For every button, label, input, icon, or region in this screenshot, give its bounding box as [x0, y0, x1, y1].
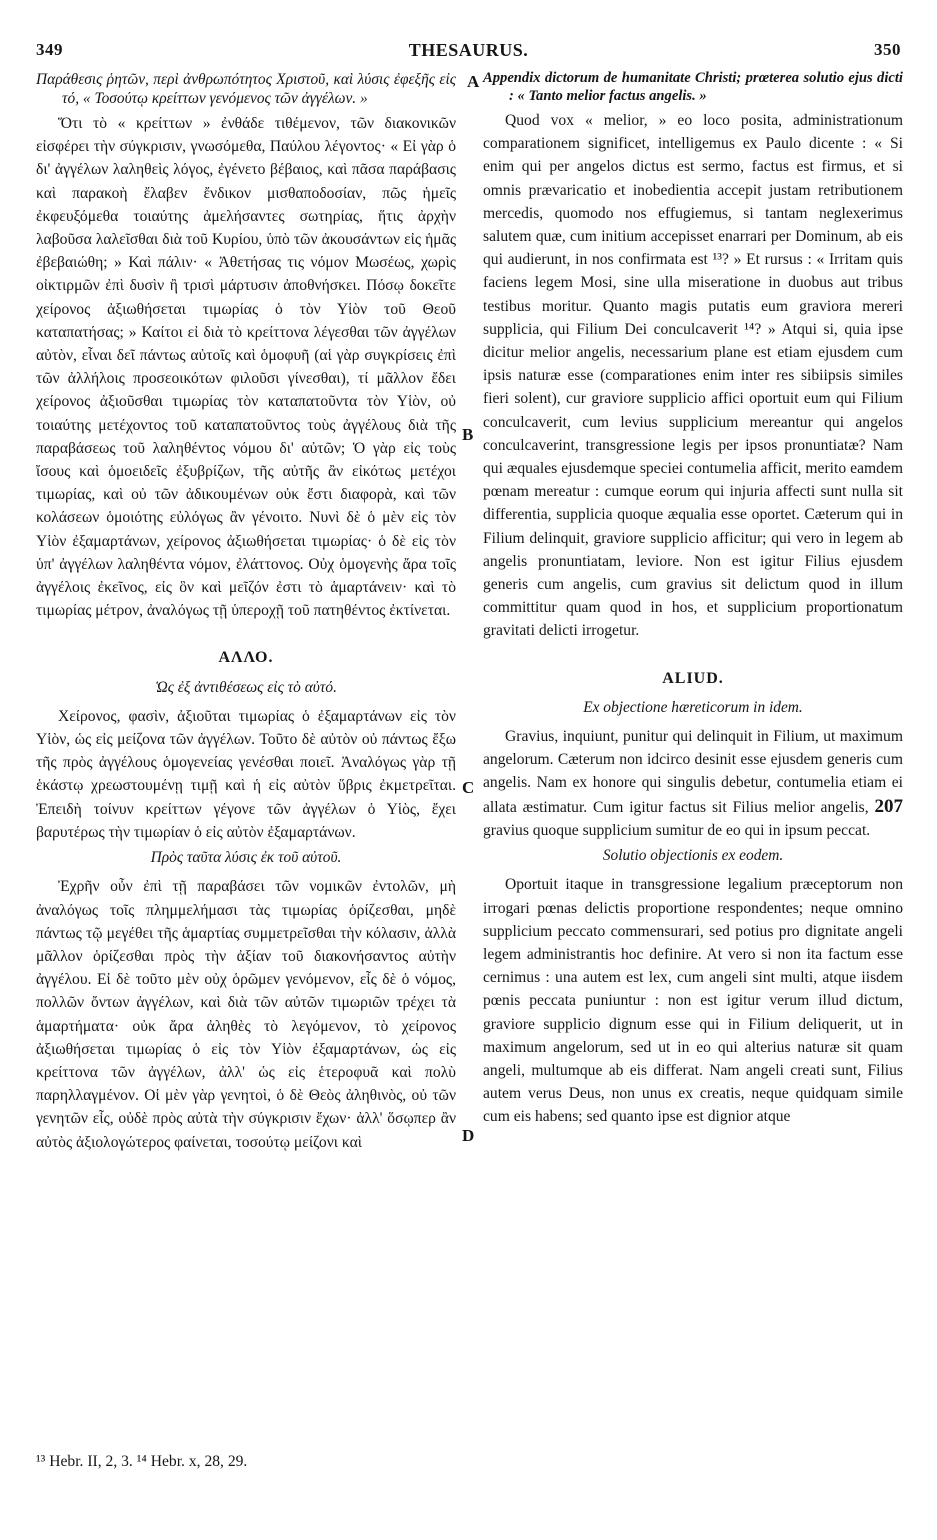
latin-subtitle-1: Ex objectione hæreticorum in idem. [583, 698, 803, 716]
greek-paragraph-2: Χείρονος, φασὶν, ἀξιοῦται τιμωρίας ὁ ἐξαμαρτάνων εἰς τὸν Υἱὸν, ὡς εἰς μείζονα τῶν ἀγγέλων. Τοῦτο δὲ αὐτὸν οὐ πάντως ἔξω τῆς πρὸς ἀγγέλους ὁμογενείας γενέσθαι ποιεῖ. Ἀναλόγως γὰρ τῇ ἑκάστῳ χρεωστουμένῃ τιμῇ καὶ ἡ εἰς αὐτὸν ὕβρις ἐκμετρεῖται. Ἐπειδὴ τοίνυν κρείττων γέγονε τῶν ἀγγέλων ὁ Υἱὸς, ἔχει βαρυτέρως τὴν τιμωρίαν ὁ εἰς αὐτὸν ἐξαμαρτάνων. [36, 707, 456, 841]
greek-subtitle-1: Ὡς ἐξ ἀντιθέσεως εἰς τὸ αὐτό. [155, 678, 337, 696]
page-number-right: 350 [874, 40, 901, 59]
latin-section-title: ALIUD. [662, 669, 724, 687]
latin-paragraph-2-part-a: Gravius, inquiunt, punitur qui delinquit in Filium, ut maximum angelorum. Cæterum non idcirco desinit esse ejusdem generis cum angelis. Nam ex honore qui singulis debetur, contumelia etiam ei allata æstimatur. Cum igitur factus sit Filius melior angelis, [483, 728, 903, 816]
page-number-left: 349 [36, 40, 63, 59]
latin-paragraph-3: Oportuit itaque in transgressione legalium præceptorum non irrogari pœnas delictis proportione respondentes; neque omnino supplicium peccato commensurari, sed potius pro dignitate angeli legem administrantis hoc definire. At vero si non ita factum esse cernimus : una autem est lex, cum angeli sint multi, atque iisdem pœnis peccata puniuntur : non est igitur verum illud dictum, graviore supplicio dignum esse qui in Filium deliquerit, ut in maximum angelorum, sed ut in eo qui alterius naturæ sit quam angeli, multumque ab eis differat. Nam angeli creati sunt, Filius autem verus Deus, non unus ex creatis, neque quidquam simile cum eis habens; sed quanto ipse est dignior atque [483, 876, 903, 1126]
margin-marker-a: A [467, 72, 480, 91]
column-number: 207 [874, 795, 903, 817]
latin-heading: Appendix dictorum de humanitate Christi; prœterea solutio ejus dicti : « Tanto melior factus angelis. » [483, 70, 903, 104]
latin-paragraph-1: Quod vox « melior, » eo loco posita, administrationum comparationem significet, intelligemus ex Paulo dicente : « Si enim qui per angelos dictus est sermo, factus est firmus, et si omnis prævaricatio et inobedientia accepit justam retributionem mercedis, quomodo nos effugiemus, si tantam neglexerimus salutem quæ, cum initium accepisset enarrari per Dominum, ab eis qui audierunt, in nos confirmata est ¹³? » Et rursus : « Irritam quis faciens legem Mosi, sine ulla miseratione in duobus aut tribus testibus moritur. Quanto magis putatis eum graviora mereri supplicia, qui Filium Dei conculcaverit ¹⁴? » Atqui si, quia ipse dicitur melior angelis, necessarium plane est etiam ejusdem cum ipsis naturæ esse (comparationes enim inter res sibiipsis similes fieri solent), cur graviore supplicio affici oportuit eum qui Filium conculcaverit, cum levius supplicium mereantur qui angelos conculcaverint, transgressione legis per ipsos pronuntiatæ? Nam qui æquales ejusdemque speciei contumelia afficit, merito eamdem pœnam mereatur : cumque eorum qui injuria affecti sunt nulla sit differentia, supplicia quoque æqualia esse oportet. Cæterum qui in Filium delinquit, graviore supplicio afficitur; qui vero in legem ab angelis pronuntiatam, leviore. Non est igitur Filius ejusdem generis cum angelis, cum gravius sit delictum quod in illum committitur quam quod in hos, et supplicium proportionatum gravitati delicti irrogetur. [483, 112, 903, 640]
running-header [36, 40, 901, 64]
latin-paragraph-2 [483, 725, 903, 842]
running-title: THESAURUS. [408, 40, 529, 60]
margin-marker-b: B [462, 425, 474, 444]
latin-column [483, 70, 903, 1129]
greek-heading: Παράθεσις ῥητῶν, περὶ ἀνθρωπότητος Χριστοῦ, καὶ λύσις ἐφεξῆς εἰς τό, « Τοσούτῳ κρείττων γενόμενος τῶν ἀγγέλων. » [36, 71, 456, 107]
greek-section-title: ΑΛΛΟ. [218, 649, 274, 667]
greek-subtitle-2: Πρὸς ταῦτα λύσις ἐκ τοῦ αὐτοῦ. [150, 849, 342, 867]
footnote: ¹³ Hebr. II, 2, 3. ¹⁴ Hebr. x, 28, 29. [36, 1453, 248, 1470]
greek-paragraph-3: Ἐχρῆν οὖν ἐπὶ τῇ παραβάσει τῶν νομικῶν ἐντολῶν, μὴ ἀναλόγως τοῖς πλημμελήμασι τὰς τιμωρίας ὁρίζεσθαι, μηδὲ πάντως τῷ μεγέθει τῆς ἁμαρτίας συμμετρεῖσθαι τὴν κόλασιν, ἀλλὰ μᾶλλον ὁρίζεσθαι πρὸς τὴν ἀξίαν τοῦ διακονήσαντος αὐτὴν ἀγγέλου. Εἰ δὲ τοῦτο μὲν οὐχ ὁρῶμεν γενόμενον, εἷς δὲ ὁ νόμος, πολλῶν ὄντων ἀγγέλων, καὶ διὰ τῶν αὐτῶν τιμωριῶν τρέχει τὰ ἁμαρτήματα· οὐκ ἄρα ἀληθὲς τὸ λεγόμενον, τὸ χείρονος ἀξιωθήσεται τιμωρίας ὁ εἰς τὸν Υἱὸν ἐξαμαρτάνων, ὡς εἰς κρείττονα τῶν ἀγγέλων, ἀλλ' ὡς εἰς ἑτεροφυᾶ καὶ πολὺ παρηλλαγμένον. Οἱ μὲν γὰρ γενητοὶ, ὁ δὲ Θεὸς ἀληθινὸς, οὐ τῶν γενητῶν εἷς, οὐδὲ πρὸς αὐτὰ τὴν σύγκρισιν ἔχων· ἀλλ' ὅσῳπερ ἂν αὐτὸς ἀξιολογώτερος φαίνεται, τοσούτῳ μείζονι καὶ [36, 878, 456, 1151]
margin-marker-d: D [462, 1126, 475, 1145]
greek-paragraph-1: Ὅτι τὸ « κρείττων » ἐνθάδε τιθέμενον, τῶν διακονικῶν εἰσφέρει τὴν σύγκρισιν, γνωσόμεθα, Παύλου λέγοντος· « Εἰ γὰρ ὁ δι' ἀγγέλων λαληθεὶς λόγος, ἐγένετο βέβαιος, καὶ πᾶσα παράβασις καὶ παρακοὴ ἔλαβεν ἔνδικον μισθαποδοσίαν, πῶς ἡμεῖς ἐκφευξόμεθα τοιαύτης ἀμελήσαντες σωτηρίας, ἥτις ἀρχὴν λαβοῦσα λαλεῖσθαι διὰ τοῦ Κυρίου, ὑπὸ τῶν ἀκουσάντων εἰς ἡμᾶς ἐβεβαιώθη; » Καὶ πάλιν· « Ἀθετήσας τις νόμον Μωσέως, χωρὶς οἰκτιρμῶν ἐπὶ δυσὶν ἢ τρισὶ μάρτυσιν ἀποθνήσκει. Πόσῳ δοκεῖτε χείρονος ἀξιωθήσεται τιμωρίας ὁ τὸν Υἱὸν τοῦ Θεοῦ καταπατήσας; » Καίτοι εἰ διὰ τὸ κρείττονα λέγεσθαι τῶν ἀγγέλων αὐτὸν, εἶναι δεῖ πάντως αὐτοῖς καὶ ὁμοφυῆ (αἱ γὰρ συγκρίσεις ἐπὶ τῶν ἀλλήλοις προσεοικότων φιλοῦσι γίνεσθαι), τί μᾶλλον ἔδει χείρονος ἀξιοῦσθαι τιμωρίας τὸν καταπατοῦντα τὸν Υἱὸν, οὐ τοιαύτης μετέχοντος τοῦ καταπατοῦντος τοὺς ἀγγέλους διὰ τῆς παραβάσεως τοῦ λαληθέντος νόμου δι' αὐτῶν; Ὁ γὰρ εἰς τοὺς ἴσους καὶ ὁμοειδεῖς ἐξυβρίζων, τῆς αὐτῆς ἂν εἰκότως μετέχοι τιμωρίας, καὶ οὐ τῶν ἀδικουμένων οὐκ ἔστι διαφορὰ, καὶ τῶν κολάσεων ὁμοιότης εὐλόγως ἂν γένοιτο. Νυνὶ δὲ ὁ μὲν εἰς τὸν Υἱὸν ἐξαμαρτάνων, χείρονος ἀξιωθήσεται τιμωρίας· ὁ δὲ εἰς τὸν ὑπ' ἀγγέλων λαληθέντα νόμον, ἐλάττονος. Οὐχ ὁμογενὴς ἄρα τοῖς ἀγγέλοις ἐκεῖνος, εἰς ὃν καὶ μεῖζόν ἐστι τὸ ἁμαρτάνειν· καὶ τὸ τιμωρίας μέτρον, ἀναλόγως τῇ ὑπεροχῇ τοῦ πατηθέντος ἐκτίνεται. [36, 115, 456, 620]
latin-paragraph-2-part-b: gravius quoque supplicium sumitur de eo qui in ipsum peccat. [483, 821, 871, 839]
latin-subtitle-2: Solutio objectionis ex eodem. [602, 847, 784, 865]
greek-column [36, 70, 456, 1154]
margin-marker-c: C [462, 778, 475, 797]
